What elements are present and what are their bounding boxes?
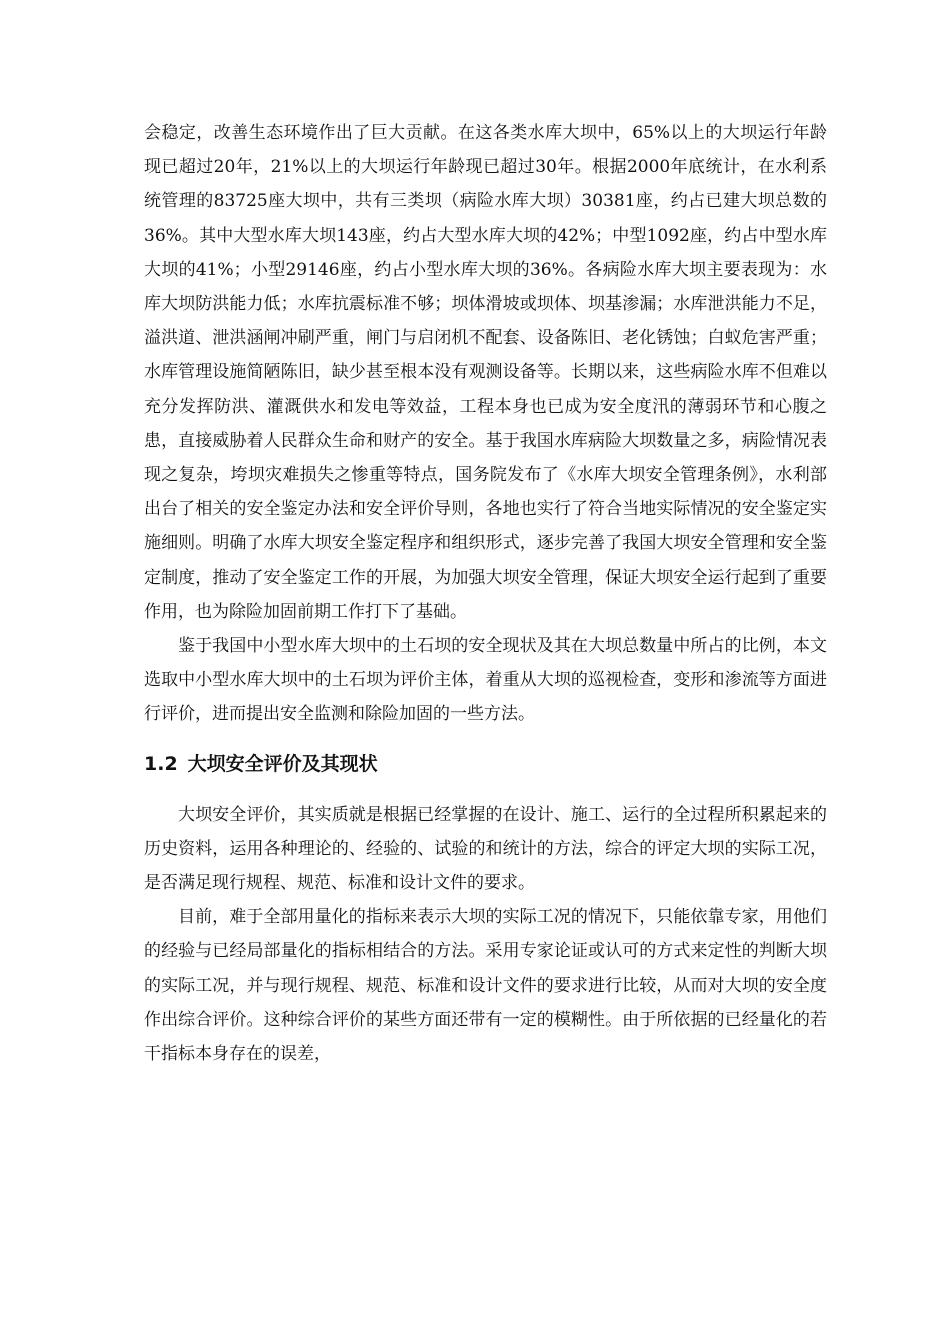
paragraph-current-status: 目前，难于全部用量化的指标来表示大坝的实际工况的情况下，只能依靠专家，用他们的经验与已经局部量化的指标相结合的方法。采用专家论证或认可的方式来定性的判断大坝的实际工况，并与现行规程、规范、标准和设计文件的要求进行比较，从而对大坝的安全度作出综合评价。这种综合评价的某些方面还带有一定的模糊性。由于所依据的已经量化的若干指标本身存在的误差，	[144, 907, 827, 1065]
paragraph-study-scope: 鉴于我国中小型水库大坝中的土石坝的安全现状及其在大坝总数量中所占的比例，本文选取中小型水库大坝中的土石坝为评价主体，着重从大坝的巡视检查，变形和渗流等方面进行评价，进而提出安全监测和除险加固的一些方法。	[144, 636, 827, 725]
section-heading	[144, 738, 827, 790]
section-title: 大坝安全评价及其现状	[187, 752, 378, 775]
page-body	[144, 116, 827, 1071]
paragraph-definition: 大坝安全评价，其实质就是根据已经掌握的在设计、施工、运行的全过程所积累起来的历史资料，运用各种理论的、经验的、试验的和统计的方法，综合的评定大坝的实际工况，是否满足现行规程、规范、标准和设计文件的要求。	[144, 804, 827, 894]
section-number: 1.2	[144, 752, 178, 775]
paragraph-continued: 会稳定，改善生态环境作出了巨大贡献。在这各类水库大坝中，65%以上的大坝运行年龄现已超过20年，21%以上的大坝运行年龄现已超过30年。根据2000年底统计，在水利系统管理的83725座大坝中，共有三类坝（病险水库大坝）30381座，约占已建大坝总数的36%。其中大型水库大坝143座，约占大型水库大坝的42%；中型1092座，约占中型水库大坝的41%；小型29146座，约占小型水库大坝的36%。各病险水库大坝主要表现为：水库大坝防洪能力低；水库抗震标准不够；坝体滑坡或坝体、坝基渗漏；水库泄洪能力不足，溢洪道、泄洪涵闸冲刷严重，闸门与启闭机不配套、设备陈旧、老化锈蚀；白蚁危害严重；水库管理设施简陋陈旧，缺少甚至根本没有观测设备等。长期以来，这些病险水库不但难以充分发挥防洪、灌溉供水和发电等效益，工程本身也已成为安全度汛的薄弱环节和心腹之患，直接威胁着人民群众生命和财产的安全。基于我国水库病险大坝数量之多，病险情况表现之复杂，垮坝灾难损失之惨重等特点，国务院发布了《水库大坝安全管理条例》，水利部出台了相关的安全鉴定办法和安全评价导则，各地也实行了符合当地实际情况的安全鉴定实施细则。明确了水库大坝安全鉴定程序和组织形式，逐步完善了我国大坝安全管理和安全鉴定制度，推动了安全鉴定工作的开展，为加强大坝安全管理，保证大坝安全运行起到了重要作用，也为除险加固前期工作打下了基础。	[144, 123, 827, 622]
